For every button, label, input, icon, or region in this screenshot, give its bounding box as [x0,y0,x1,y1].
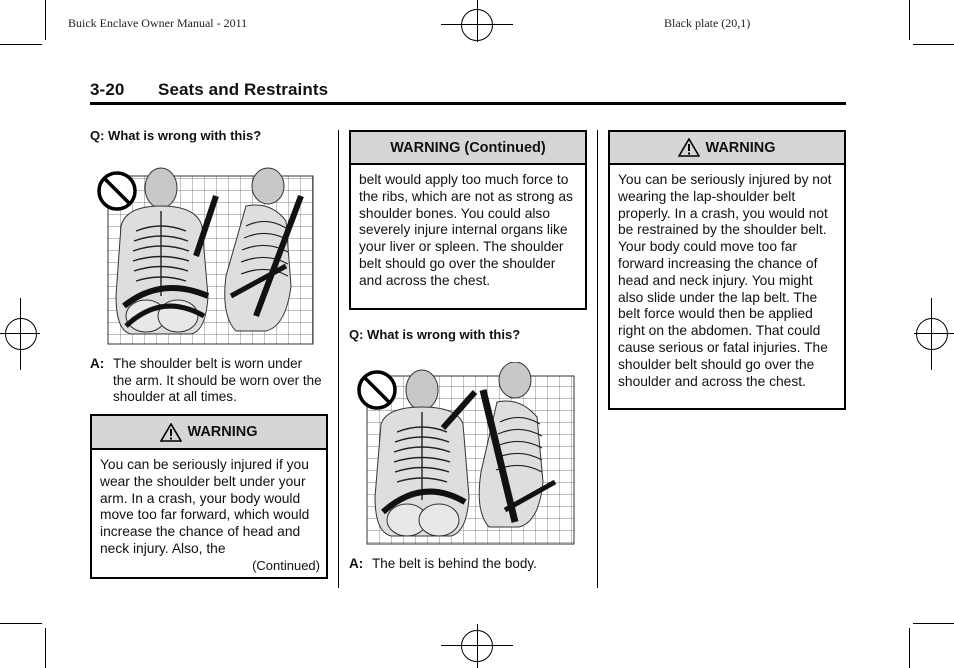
manual-title: Buick Enclave Owner Manual - 2011 [68,16,248,30]
crop-mark [0,623,42,624]
warning-triangle-icon [678,138,700,157]
warning-body: You can be seriously injured by not wearing the lap-shoulder belt properly. In a crash, you would not be restrained by the shoulder belt. Your body could move too far forward increasing the chance of head and neck injury. You might also slide under the lap belt. The belt force would then be applied right on the abdomen. That could cause serious or fatal injuries. The shoulder belt should go over the shoulder and across the chest. [618,172,832,389]
crop-mark [909,0,910,40]
crop-mark [0,44,42,45]
plate-label: Black plate (20,1) [664,16,751,30]
answer-label: A: [349,556,364,571]
column-divider [597,130,598,588]
crop-mark [913,44,954,45]
warning-body: belt would apply too much force to the ribs, which are not as strong as shoulder bones. You could also severely injure internal organs like your liver or spleen. The shoulder belt should go over the shoulder and across the chest. [359,172,573,288]
section-title: Seats and Restraints [158,80,329,99]
prohibition-icon [99,173,135,209]
question-1: Q: What is wrong with this? [90,128,262,143]
crop-mark [45,0,46,40]
belt-behind-body-illustration [355,362,577,547]
answer-label: A: [90,356,105,371]
column-divider [338,130,339,588]
page-number: 3-20 [90,80,125,99]
answer-text: The belt is behind the body. [372,556,537,571]
warning-title: WARNING [187,424,258,440]
crop-mark [913,623,954,624]
prohibition-icon [359,372,395,408]
warning-box [90,414,328,579]
continued-label: (Continued) [252,558,320,573]
warning-title: WARNING [705,139,776,156]
answer-text: The shoulder belt is worn under the arm. It should be worn over the shoulder at all times. [113,356,322,404]
warning-header [92,416,326,450]
crop-mark [909,628,910,668]
answer-2 [349,556,581,573]
crop-mark [45,628,46,668]
belt-under-arm-illustration [96,166,318,346]
warning-box [608,130,846,410]
warning-header [610,132,844,165]
section-heading [90,80,328,100]
question-2: Q: What is wrong with this? [349,327,521,342]
warning-header [351,132,585,165]
answer-1 [90,356,322,406]
warning-title: WARNING (Continued) [390,139,546,156]
warning-triangle-icon [160,423,182,442]
heading-rule [90,102,846,105]
warning-continued-box [349,130,587,310]
warning-body: You can be seriously injured if you wear the shoulder belt under your arm. In a crash, your body would move too far forward, which would increase the chance of head and neck injury. Also, the [100,457,310,556]
